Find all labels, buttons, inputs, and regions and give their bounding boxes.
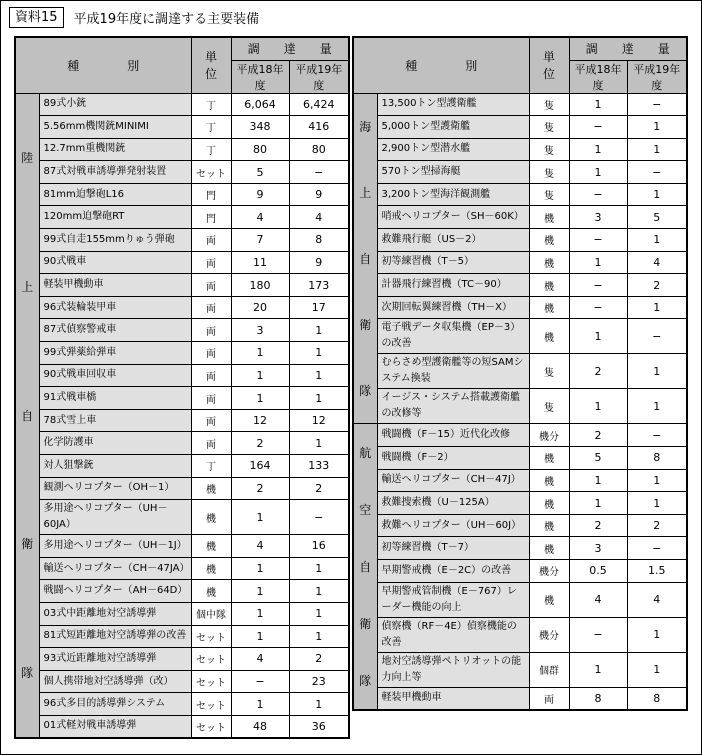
- fy2006-value: 2: [569, 354, 627, 389]
- equipment-unit: 機分: [529, 617, 569, 652]
- equipment-name: 13,500トン型護衛艦: [377, 93, 529, 116]
- fy2007-value: 9: [289, 251, 349, 274]
- equipment-row: [353, 206, 687, 229]
- equipment-name: 個人携帯地対空誘導弾（改）: [39, 670, 191, 693]
- equipment-name: 120mm迫撃砲RT: [39, 206, 191, 229]
- equipment-row: [15, 206, 349, 229]
- fy2007-value: −: [627, 537, 687, 560]
- equipment-unit: セット: [191, 693, 231, 716]
- equipment-row: [353, 560, 687, 583]
- equipment-name: 電子戦データ収集機（EP－3）の改善: [377, 319, 529, 354]
- equipment-row: [353, 274, 687, 297]
- equipment-name: 戦闘機（F－2）: [377, 447, 529, 470]
- equipment-row: [353, 652, 687, 687]
- fy2007-value: −: [627, 93, 687, 116]
- equipment-unit: 両: [191, 319, 231, 342]
- equipment-name: 哨戒ヘリコプター（SH－60K）: [377, 206, 529, 229]
- column-header-type: 種 別: [353, 37, 529, 93]
- equipment-unit: 個群: [529, 652, 569, 687]
- equipment-unit: 門: [191, 206, 231, 229]
- equipment-name: 地対空誘導弾ペトリオットの能力向上等: [377, 652, 529, 687]
- equipment-name: 2,900トン型潜水艦: [377, 138, 529, 161]
- fy2006-value: 3: [569, 206, 627, 229]
- equipment-name: 03式中距離地対空誘導弾: [39, 602, 191, 625]
- fy2006-value: 1: [231, 387, 289, 410]
- equipment-name: 輸送ヘリコプター（CH－47JA）: [39, 557, 191, 580]
- column-header-fy2007: 平成19年度: [627, 60, 687, 93]
- fy2007-value: 1: [289, 364, 349, 387]
- equipment-row: [353, 161, 687, 184]
- fy2007-value: −: [627, 319, 687, 354]
- fy2006-value: 1: [231, 580, 289, 603]
- equipment-row: [15, 229, 349, 252]
- equipment-row: [15, 409, 349, 432]
- fy2007-value: 12: [289, 409, 349, 432]
- equipment-row: [353, 537, 687, 560]
- ground-forces-table: [14, 36, 350, 739]
- equipment-unit: 機: [529, 447, 569, 470]
- equipment-row: [15, 138, 349, 161]
- equipment-unit: 門: [191, 183, 231, 206]
- fy2006-value: 164: [231, 455, 289, 478]
- fy2007-value: 8: [289, 229, 349, 252]
- equipment-unit: 機: [529, 251, 569, 274]
- equipment-name: 5.56mm機関銃MINIMI: [39, 116, 191, 139]
- fy2006-value: 4: [231, 206, 289, 229]
- fy2006-value: 3: [569, 537, 627, 560]
- equipment-unit: 隻: [529, 161, 569, 184]
- document-number-badge: 資料15: [9, 7, 64, 28]
- equipment-unit: 両: [529, 687, 569, 710]
- equipment-unit: 両: [191, 229, 231, 252]
- fy2007-value: 1: [289, 625, 349, 648]
- equipment-name: 87式対戦車誘導弾発射装置: [39, 161, 191, 184]
- equipment-unit: 機: [529, 274, 569, 297]
- column-header-fy2007: 平成19年度: [289, 60, 349, 93]
- equipment-unit: 隻: [529, 354, 569, 389]
- fy2007-value: 1: [627, 469, 687, 492]
- equipment-name: 570トン型掃海艇: [377, 161, 529, 184]
- fy2006-value: 7: [231, 229, 289, 252]
- equipment-unit: 両: [191, 274, 231, 297]
- page-title: 平成19年度に調達する主要装備: [73, 12, 260, 27]
- column-header-quantity: 調 達 量: [569, 37, 687, 60]
- equipment-unit: 機: [529, 469, 569, 492]
- column-header-type: 種 別: [15, 37, 191, 93]
- equipment-unit: 両: [191, 296, 231, 319]
- fy2007-value: 2: [289, 477, 349, 500]
- equipment-name: 5,000トン型護衛艦: [377, 116, 529, 139]
- equipment-row: [15, 296, 349, 319]
- fy2006-value: −: [569, 296, 627, 319]
- fy2006-value: 1: [231, 557, 289, 580]
- fy2006-value: 5: [231, 161, 289, 184]
- equipment-name: 90式戦車回収車: [39, 364, 191, 387]
- equipment-name: 初等練習機（T－5）: [377, 251, 529, 274]
- fy2007-value: −: [627, 161, 687, 184]
- fy2007-value: 1: [289, 432, 349, 455]
- equipment-row: [15, 580, 349, 603]
- equipment-row: [15, 625, 349, 648]
- fy2006-value: 1: [231, 602, 289, 625]
- equipment-row: [15, 557, 349, 580]
- fy2006-value: 2: [231, 477, 289, 500]
- equipment-name: 91式戦車橋: [39, 387, 191, 410]
- column-header-quantity: 調 達 量: [231, 37, 349, 60]
- equipment-name: 99式自走155mmりゅう弾砲: [39, 229, 191, 252]
- equipment-unit: 両: [191, 342, 231, 365]
- equipment-name: 戦闘ヘリコプター（AH－64D）: [39, 580, 191, 603]
- equipment-row: [15, 274, 349, 297]
- equipment-name: 3,200トン型海洋観測艦: [377, 183, 529, 206]
- fy2006-value: 1: [231, 364, 289, 387]
- fy2007-value: 173: [289, 274, 349, 297]
- equipment-row: [15, 251, 349, 274]
- equipment-unit: 両: [191, 409, 231, 432]
- equipment-row: [353, 492, 687, 515]
- equipment-name: 早期警戒管制機（E－767）レーダー機能の向上: [377, 582, 529, 617]
- branch-label-text: 航 空 自 衛 隊: [359, 446, 372, 688]
- equipment-name: 観測ヘリコプター（OH－1）: [39, 477, 191, 500]
- equipment-name: 救難飛行艇（US－2）: [377, 229, 529, 252]
- fy2006-value: 2: [231, 432, 289, 455]
- fy2006-value: 1: [569, 138, 627, 161]
- equipment-name: 87式偵察警戒車: [39, 319, 191, 342]
- fy2006-value: 20: [231, 296, 289, 319]
- fy2006-value: 1: [569, 469, 627, 492]
- equipment-row: [15, 477, 349, 500]
- fy2007-value: 1: [627, 116, 687, 139]
- equipment-unit: 機: [529, 582, 569, 617]
- equipment-row: [15, 342, 349, 365]
- column-header-fy2006: 平成18年度: [231, 60, 289, 93]
- equipment-row: [15, 535, 349, 558]
- fy2006-value: 1: [569, 652, 627, 687]
- equipment-row: [353, 251, 687, 274]
- equipment-name: 12.7mm重機関銃: [39, 138, 191, 161]
- equipment-name: 81mm迫撃砲L16: [39, 183, 191, 206]
- fy2007-value: −: [289, 161, 349, 184]
- fy2007-value: 1.5: [627, 560, 687, 583]
- fy2006-value: 2: [569, 424, 627, 447]
- fy2007-value: 1: [627, 183, 687, 206]
- equipment-name: 96式装輪装甲車: [39, 296, 191, 319]
- fy2006-value: 1: [569, 93, 627, 116]
- fy2007-value: 4: [289, 206, 349, 229]
- fy2007-value: 1: [289, 387, 349, 410]
- fy2006-value: 180: [231, 274, 289, 297]
- equipment-unit: 機: [529, 492, 569, 515]
- branch-label-text: 海 上 自 衛 隊: [359, 119, 372, 398]
- fy2007-value: 1: [289, 342, 349, 365]
- fy2007-value: 23: [289, 670, 349, 693]
- equipment-unit: 機: [191, 557, 231, 580]
- fy2006-value: 1: [231, 342, 289, 365]
- equipment-unit: 丁: [191, 138, 231, 161]
- fy2006-value: −: [569, 617, 627, 652]
- fy2007-value: 416: [289, 116, 349, 139]
- fy2007-value: 9: [289, 183, 349, 206]
- fy2006-value: −: [569, 116, 627, 139]
- equipment-unit: セット: [191, 648, 231, 671]
- equipment-row: [15, 693, 349, 716]
- equipment-row: [15, 319, 349, 342]
- fy2007-value: 1: [627, 492, 687, 515]
- fy2007-value: 5: [627, 206, 687, 229]
- fy2006-value: 4: [569, 582, 627, 617]
- equipment-unit: 丁: [191, 116, 231, 139]
- fy2007-value: 1: [627, 229, 687, 252]
- equipment-unit: 機: [191, 535, 231, 558]
- fy2006-value: −: [569, 229, 627, 252]
- fy2007-value: 1: [627, 652, 687, 687]
- equipment-row: [15, 387, 349, 410]
- equipment-unit: 隻: [529, 389, 569, 424]
- equipment-name: 多用途ヘリコプター（UH－1J）: [39, 535, 191, 558]
- fy2007-value: 36: [289, 715, 349, 738]
- fy2006-value: 8: [569, 687, 627, 710]
- header-row-1: [15, 37, 349, 60]
- equipment-unit: 隻: [529, 116, 569, 139]
- fy2007-value: 1: [627, 138, 687, 161]
- equipment-row: [15, 715, 349, 738]
- fy2006-value: 4: [231, 648, 289, 671]
- equipment-row: [353, 687, 687, 710]
- branch-label: [353, 424, 377, 710]
- equipment-unit: 個中隊: [191, 602, 231, 625]
- fy2006-value: 11: [231, 251, 289, 274]
- equipment-unit: 機: [191, 580, 231, 603]
- equipment-unit: 機: [191, 500, 231, 535]
- fy2006-value: 0.5: [569, 560, 627, 583]
- fy2007-value: 1: [627, 354, 687, 389]
- fy2006-value: 1: [231, 500, 289, 535]
- fy2006-value: 3: [231, 319, 289, 342]
- equipment-row: [15, 500, 349, 535]
- fy2006-value: 80: [231, 138, 289, 161]
- fy2006-value: 5: [569, 447, 627, 470]
- equipment-name: 偵察機（RF－4E）偵察機能の改善: [377, 617, 529, 652]
- equipment-name: 89式小銃: [39, 93, 191, 116]
- fy2007-value: 1: [289, 580, 349, 603]
- fy2007-value: 1: [289, 557, 349, 580]
- equipment-row: [15, 364, 349, 387]
- equipment-row: [353, 582, 687, 617]
- fy2006-value: 1: [569, 389, 627, 424]
- maritime-air-forces-table: [352, 36, 688, 711]
- equipment-unit: 機分: [529, 560, 569, 583]
- equipment-name: 早期警戒機（E－2C）の改善: [377, 560, 529, 583]
- equipment-unit: 機: [529, 319, 569, 354]
- header-row-1: [353, 37, 687, 60]
- equipment-row: [15, 670, 349, 693]
- fy2006-value: 2: [569, 514, 627, 537]
- equipment-row: [353, 514, 687, 537]
- equipment-row: [15, 602, 349, 625]
- equipment-unit: 隻: [529, 93, 569, 116]
- fy2006-value: 12: [231, 409, 289, 432]
- equipment-row: [353, 424, 687, 447]
- equipment-name: 多用途ヘリコプター（UH－60JA）: [39, 500, 191, 535]
- fy2007-value: 133: [289, 455, 349, 478]
- fy2007-value: 1: [627, 389, 687, 424]
- fy2007-value: 8: [627, 687, 687, 710]
- fy2007-value: 1: [627, 617, 687, 652]
- fy2007-value: 4: [627, 582, 687, 617]
- fy2007-value: 8: [627, 447, 687, 470]
- equipment-row: [353, 389, 687, 424]
- fy2006-value: −: [569, 183, 627, 206]
- equipment-unit: セット: [191, 161, 231, 184]
- fy2007-value: 17: [289, 296, 349, 319]
- branch-label: [353, 93, 377, 424]
- fy2007-value: 2: [289, 648, 349, 671]
- fy2007-value: 4: [627, 251, 687, 274]
- equipment-row: [353, 93, 687, 116]
- branch-label: [15, 93, 39, 738]
- equipment-unit: セット: [191, 625, 231, 648]
- column-header-unit: 単 位: [191, 37, 231, 93]
- fy2007-value: 1: [289, 602, 349, 625]
- equipment-row: [15, 161, 349, 184]
- equipment-name: 78式雪上車: [39, 409, 191, 432]
- equipment-row: [353, 138, 687, 161]
- equipment-name: 軽装甲機動車: [39, 274, 191, 297]
- equipment-name: 81式短距離地対空誘導弾の改善: [39, 625, 191, 648]
- equipment-name: 輸送ヘリコプター（CH－47J）: [377, 469, 529, 492]
- equipment-row: [15, 116, 349, 139]
- equipment-name: イージス・システム搭載護衛艦の改修等: [377, 389, 529, 424]
- equipment-unit: 隻: [529, 138, 569, 161]
- fy2006-value: 1: [569, 319, 627, 354]
- equipment-row: [353, 354, 687, 389]
- fy2007-value: 16: [289, 535, 349, 558]
- equipment-name: むらさめ型護衛艦等の短SAMシステム換装: [377, 354, 529, 389]
- equipment-row: [353, 296, 687, 319]
- equipment-unit: 機: [529, 537, 569, 560]
- equipment-unit: 丁: [191, 93, 231, 116]
- equipment-name: 対人狙撃銃: [39, 455, 191, 478]
- column-header-fy2006: 平成18年度: [569, 60, 627, 93]
- equipment-unit: 隻: [529, 183, 569, 206]
- equipment-row: [15, 648, 349, 671]
- equipment-unit: 両: [191, 432, 231, 455]
- equipment-row: [353, 229, 687, 252]
- fy2007-value: 2: [627, 274, 687, 297]
- fy2007-value: 1: [627, 296, 687, 319]
- equipment-unit: 両: [191, 387, 231, 410]
- fy2006-value: 9: [231, 183, 289, 206]
- equipment-unit: 両: [191, 364, 231, 387]
- equipment-unit: 丁: [191, 455, 231, 478]
- fy2007-value: 1: [289, 693, 349, 716]
- branch-label-text: 陸 上 自 衛 隊: [21, 151, 34, 681]
- equipment-row: [15, 455, 349, 478]
- equipment-name: 初等練習機（T－7）: [377, 537, 529, 560]
- equipment-name: 戦闘機（F－15）近代化改修: [377, 424, 529, 447]
- document-title-bar: [9, 7, 259, 28]
- equipment-name: 救難ヘリコプター（UH－60J）: [377, 514, 529, 537]
- equipment-unit: 機: [529, 296, 569, 319]
- equipment-unit: 機: [529, 514, 569, 537]
- equipment-unit: セット: [191, 670, 231, 693]
- equipment-name: 96式多目的誘導弾システム: [39, 693, 191, 716]
- equipment-name: 次期回転翼練習機（TH－X）: [377, 296, 529, 319]
- equipment-name: 99式弾薬給弾車: [39, 342, 191, 365]
- equipment-name: 01式軽対戦車誘導弾: [39, 715, 191, 738]
- fy2006-value: −: [569, 274, 627, 297]
- fy2006-value: 1: [231, 693, 289, 716]
- equipment-name: 90式戦車: [39, 251, 191, 274]
- equipment-unit: 両: [191, 251, 231, 274]
- equipment-unit: 機分: [529, 424, 569, 447]
- fy2006-value: 348: [231, 116, 289, 139]
- equipment-row: [353, 319, 687, 354]
- equipment-row: [353, 116, 687, 139]
- fy2006-value: 6,064: [231, 93, 289, 116]
- column-header-unit: 単 位: [529, 37, 569, 93]
- equipment-unit: 機: [529, 229, 569, 252]
- equipment-unit: 機: [191, 477, 231, 500]
- fy2006-value: 1: [231, 625, 289, 648]
- equipment-name: 計器飛行練習機（TC－90）: [377, 274, 529, 297]
- equipment-row: [353, 617, 687, 652]
- equipment-name: 軽装甲機動車: [377, 687, 529, 710]
- equipment-unit: セット: [191, 715, 231, 738]
- equipment-row: [15, 432, 349, 455]
- equipment-row: [15, 93, 349, 116]
- fy2006-value: 1: [569, 492, 627, 515]
- fy2007-value: 80: [289, 138, 349, 161]
- equipment-name: 化学防護車: [39, 432, 191, 455]
- fy2006-value: 1: [569, 161, 627, 184]
- fy2007-value: 2: [627, 514, 687, 537]
- equipment-row: [15, 183, 349, 206]
- fy2006-value: −: [231, 670, 289, 693]
- fy2007-value: 6,424: [289, 93, 349, 116]
- fy2006-value: 1: [569, 251, 627, 274]
- equipment-row: [353, 183, 687, 206]
- equipment-row: [353, 447, 687, 470]
- fy2007-value: −: [627, 424, 687, 447]
- equipment-name: 救難捜索機（U－125A）: [377, 492, 529, 515]
- fy2006-value: 48: [231, 715, 289, 738]
- fy2007-value: −: [289, 500, 349, 535]
- fy2006-value: 4: [231, 535, 289, 558]
- equipment-row: [353, 469, 687, 492]
- equipment-name: 93式近距離地対空誘導弾: [39, 648, 191, 671]
- equipment-unit: 機: [529, 206, 569, 229]
- fy2007-value: 1: [289, 319, 349, 342]
